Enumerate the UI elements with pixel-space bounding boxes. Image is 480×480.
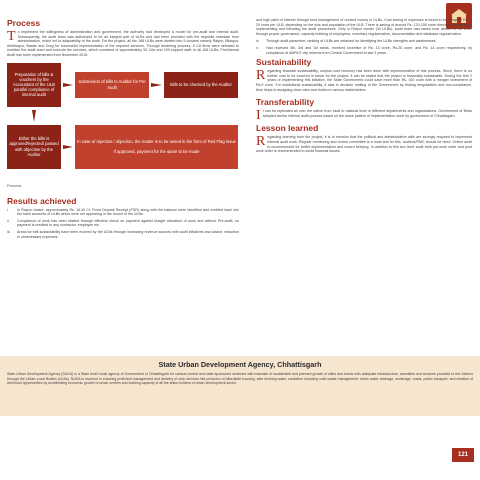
agency-banner (0, 356, 480, 416)
banner-title: State Urban Development Agency, Chhattisgarh (158, 360, 322, 369)
list-item: ii. Compliance of work has been started through effective check on payment against budget allocation of work and without Pre-audit, no payment is credited to any contractor, employee etc. (7, 218, 239, 228)
flow-rejection-text: In case of rejection / objection, the matter is to be raised in the form of Red Flag Issue (77, 139, 236, 145)
drop-cap: I (256, 108, 261, 124)
arrow-down-icon (32, 110, 36, 122)
lesson-heading: Lesson learned (256, 123, 319, 134)
process-heading: Process (7, 18, 41, 28)
flow-approval-text: If approved, payment for the same to be made (113, 148, 200, 154)
drop-cap: T (7, 29, 16, 44)
results-continued-paragraph: and high yield of interest through fund management of unused money in ULBs. Cost saving in expenses is found in the range of Rs 1-20 crore per ULB, depending on the size and population of the ULB. There is saving of around Rs. 120-150 crore directly & indirectly by implementing and following the audit procedures. Only in Raipur cluster (34 ULBs), audit team had saved near about Rs. 95 crore through proper governance, capacity building of employees, monetary regularization, documentation and database regularization. (256, 18, 472, 36)
right-column (256, 18, 472, 154)
flow-box-prepare-bills: Preparation of bills & vouchers by the Accountant of the ULB parallel compliance of internal audit (7, 63, 61, 107)
banner-text: State Urban Development Agency (SUDA) is a State level nodal agency of Government of Chhattisgarh for various central and state sponsored schemes with mandate of sustainable and planned growth of cities and towns with adequate infrastructure, amenities and services provided to the citizens through the Urban Local Bodies (ULBs). SUDA is involved in ensuring proficient management and delivery of civic services like provision of affordable housing, safe drinking water, sanitation including solid waste management, storm water drainage, sewerage, roads, public transport, and creation of livelihood opportunities by accelerating economic growth of urban centres and building capacity of all the stake-holders of urban development sector. (7, 372, 473, 386)
list-item: iii. Areas for self-sustainability have been evolved by the ULBs through increasing revenue sources with audit initiatives and advice, reduction in unnecessary expenses (7, 229, 239, 239)
page-number: 121 (452, 448, 474, 462)
results-heading: Results achieved (7, 195, 77, 206)
process-paragraph: To implement the willingness of administration and government, the authority had developed a model for pre-audit and internal audit. Subsequently, the audit team was authorized to be an integral part of ULBs and had been provided with the requisite mandate from administration, which led to adaptability of the audit. For the project, all the 168 ULBs were divided into 5 clusters namely Raipur, Bilaspur, Ambikapur, Bastar and Durg for successful implementation of the required services. Through tendering process, 5 CA firms were selected to mobilize the audit team and execute the services, which consisted of approximately 50 CAs and 100 support staff. In all 168 ULBs, Pre/Internal Audit has been implemented from November 2015. (7, 29, 239, 57)
list-item: iv. Through audit parameter, ranking of ULBs are obtained for identifying the ULBs strengths and weaknesses. (256, 39, 437, 44)
flowchart-caption: Process (7, 182, 22, 188)
left-column (7, 18, 239, 241)
results-list (7, 208, 239, 240)
drop-cap: R (256, 134, 266, 150)
list-item: v. Had received 4th, 3rd and 1st ranks, received incentive of Rs. 13 crore, Rs.25 crore, and Rs. 14 crore respectively, by compliance of AMRUT city reforms from Central Government in last 3 years. (256, 45, 472, 55)
transferability-heading: Transferability (256, 97, 315, 108)
flow-box-submit-bills: Submission of bills to Auditor for Pre Audit (75, 72, 149, 98)
list-item: i. In Raipur cluster, approximately Rs. 16.40 Cr. Fixed Deposit Receipt (FDR) along with the balance were identified and credited back into the bank accounts of ULBs which were not appearing in the record of the ULBs. (7, 207, 239, 217)
lesson-paragraph: Regarding learning from the project, it is to mention that the political and administrative wills are strongly required to implement internal audit work. Regular monitoring and review committee is a must and for this, auditors/PMC should be hired. Online audit is recommended for better implementation and record keeping. In addition to this two level audit both pre-work order and post work order is recommended to avoid financial issues. (256, 134, 472, 154)
transferability-paragraph: It can be replicated all over the nation from local to national level in different departments and organizations. Government of Bihar adopted similar internal audit process based on the same pattern of implementation done by government of Chhattisgarh. (256, 108, 472, 124)
arrow-right-1-icon (63, 83, 73, 87)
flow-box-approve-reject: Either the bills is approved/rejected/ passed with objection by the Auditor (7, 125, 61, 169)
sustainability-paragraph: Regarding financial sustainability, surplus cost recovery has been done with implementation of this process. Since, there is no further cost to be incurred in future for the project, it can be stated that the project is financially sustainable. During the first 2 years of implementing this initiative, the State Government could save more than Rs. 100 crore with a meager investment of Rs.9 crore. For institutional sustainability, it aids in decision making of the Government by finding irregularities and non-compliance, thus helps in assigning clear roles and duties to various stakeholders. (256, 68, 472, 92)
arrow-right-3-icon (63, 145, 73, 149)
drop-cap: R (256, 68, 266, 84)
arrow-right-2-icon (151, 83, 162, 87)
flow-box-check-bills: Bills to be checked by the Auditor (164, 72, 238, 98)
flow-arrows (7, 63, 239, 181)
results-list-continued (256, 39, 472, 55)
sustainability-heading: Sustainability (256, 57, 312, 68)
process-flowchart (7, 63, 239, 181)
